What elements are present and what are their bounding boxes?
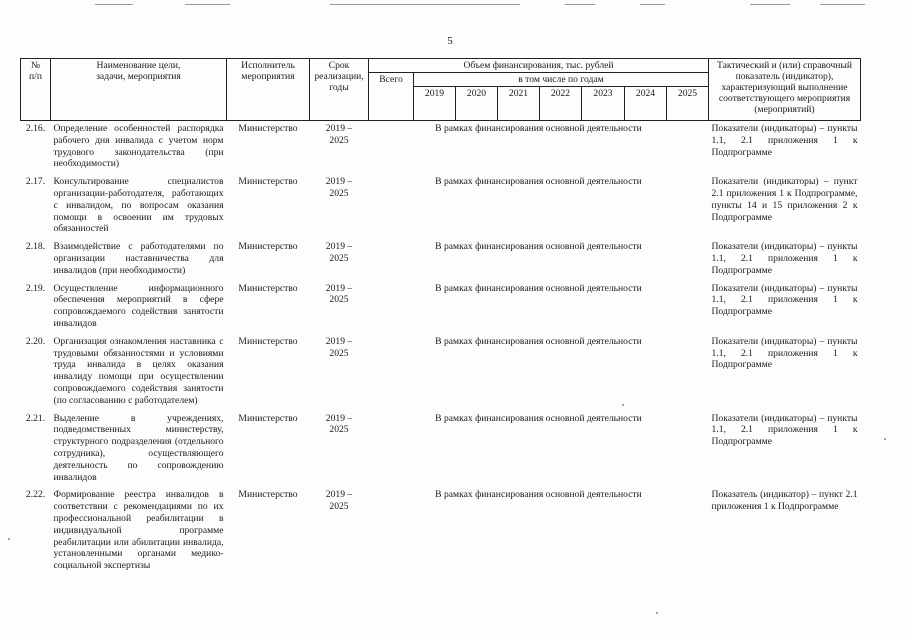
row-executor: Министерство xyxy=(238,123,298,134)
header-year: 2019 xyxy=(414,87,456,121)
row-number: 2.20. xyxy=(25,335,46,347)
row-financing: В рамках финансирования основной деятельности xyxy=(435,412,642,424)
table-body xyxy=(21,121,861,576)
table-row xyxy=(21,411,861,488)
row-activity-name: Определение особенностей распорядка рабочего дня инвалида с учетом норм трудового законодательства (при необходимости) xyxy=(53,123,224,170)
header-name: Наименование цели, задачи, мероприятия xyxy=(51,59,227,121)
header-financing: Объем финансирования, тыс. рублей xyxy=(369,59,709,73)
table-row xyxy=(21,239,861,280)
header-num: № п/п xyxy=(21,59,51,121)
row-term: 2019 – 2025 xyxy=(325,176,353,199)
header-indicator: Тактический и (или) справочный показатель (индикатор), характеризующий выполнение соответствующего мероприятия (мероприятий) xyxy=(709,59,861,121)
row-number: 2.18. xyxy=(25,241,46,253)
scan-speck xyxy=(656,612,658,614)
row-activity-name: Формирование реестра инвалидов в соответствии с рекомендациями по их профессиональной реабилитации в индивидуальной программе реабилитации или абилитации инвалида, установленными органами медико-социальной экспертизы xyxy=(53,489,224,572)
header-year: 2024 xyxy=(625,87,667,121)
row-number: 2.17. xyxy=(25,176,46,188)
table-row xyxy=(21,487,861,576)
header-year: 2025 xyxy=(667,87,709,121)
header-by-years: в том числе по годам xyxy=(414,73,709,87)
row-number: 2.19. xyxy=(25,282,46,294)
row-activity-name: Организация ознакомления наставника с трудовыми обязанностями и условиями труда инвалида в целях оказания инвалиду помощи при осуществлении сопровождаемого содействия занятости (по согласованию с работодателем) xyxy=(53,335,224,406)
row-activity-name: Выделение в учреждениях, подведомственных министерству, структурного подразделения (отдельного сотрудника), осуществляющего деятельность по сопровождению инвалидов xyxy=(53,412,224,483)
row-financing: В рамках финансирования основной деятельности xyxy=(435,282,642,294)
row-indicator: Показатели (индикаторы) – пункты 1.1, 2.1 приложения 1 к Подпрограмме xyxy=(711,335,858,371)
program-activities-table xyxy=(20,58,861,576)
row-executor: Министерство xyxy=(238,412,298,424)
row-executor: Министерство xyxy=(238,282,298,294)
row-indicator: Показатели (индикаторы) – пункты 1.1, 2.1 приложения 1 к Подпрограмме xyxy=(711,282,858,318)
row-financing: В рамках финансирования основной деятельности xyxy=(435,123,642,134)
row-activity-name: Консультирование специалистов организации-работодателя, работающих с инвалидом, по вопросам оказания помощи в освоении им трудовых обязанностей xyxy=(53,176,224,235)
header-year: 2021 xyxy=(498,87,540,121)
row-term: 2019 – 2025 xyxy=(325,335,353,359)
table-row xyxy=(21,174,861,239)
table-row xyxy=(21,334,861,411)
row-financing: В рамках финансирования основной деятельности xyxy=(435,176,642,188)
row-number: 2.22. xyxy=(25,489,46,501)
row-indicator: Показатели (индикаторы) – пункты 1.1, 2.1 приложения 1 к Подпрограмме xyxy=(711,123,858,158)
row-indicator: Показатель (индикатор) – пункт 2.1 приложения 1 к Подпрограмме xyxy=(711,489,858,513)
row-term: 2019 – 2025 xyxy=(325,123,353,146)
scan-speck xyxy=(884,438,886,440)
row-activity-name: Осуществление информационного обеспечения мероприятий в сфере сопровождаемого содействия занятости инвалидов xyxy=(53,282,224,329)
row-financing: В рамках финансирования основной деятельности xyxy=(435,241,642,253)
row-indicator: Показатели (индикаторы) – пункты 1.1, 2.1 приложения 1 к Подпрограмме xyxy=(711,241,858,276)
page-number: 5 xyxy=(447,35,453,47)
row-financing: В рамках финансирования основной деятельности xyxy=(435,335,642,347)
header-term: Срок реализации, годы xyxy=(310,59,369,121)
header-year: 2023 xyxy=(582,87,625,121)
row-term: 2019 – 2025 xyxy=(325,282,353,306)
row-indicator: Показатели (индикаторы) – пункт 2.1 приложения 1 к Подпрограмме, пункты 14 и 15 приложения 2 к Подпрограмме xyxy=(711,176,858,223)
row-executor: Министерство xyxy=(238,335,298,347)
scan-top-marks xyxy=(0,0,905,8)
header-total: Всего xyxy=(369,73,414,121)
header-executor: Исполнитель мероприятия xyxy=(227,59,310,121)
scan-speck xyxy=(622,404,624,406)
scan-speck xyxy=(8,538,10,540)
row-executor: Министерство xyxy=(238,489,298,501)
row-term: 2019 – 2025 xyxy=(325,241,353,264)
header-year: 2020 xyxy=(456,87,498,121)
row-executor: Министерство xyxy=(238,176,298,188)
row-financing: В рамках финансирования основной деятельности xyxy=(435,489,642,501)
row-term: 2019 – 2025 xyxy=(325,489,353,513)
row-executor: Министерство xyxy=(238,241,298,253)
row-indicator: Показатели (индикаторы) – пункты 1.1, 2.1 приложения 1 к Подпрограмме xyxy=(711,412,858,448)
table-header xyxy=(21,59,861,121)
row-term: 2019 – 2025 xyxy=(325,412,353,436)
table-row xyxy=(21,281,861,334)
row-activity-name: Взаимодействие с работодателями по организации наставничества для инвалидов (при необходимости) xyxy=(53,241,224,276)
header-year: 2022 xyxy=(540,87,582,121)
row-number: 2.16. xyxy=(25,123,46,134)
row-number: 2.21. xyxy=(25,412,46,424)
table-row xyxy=(21,121,861,175)
